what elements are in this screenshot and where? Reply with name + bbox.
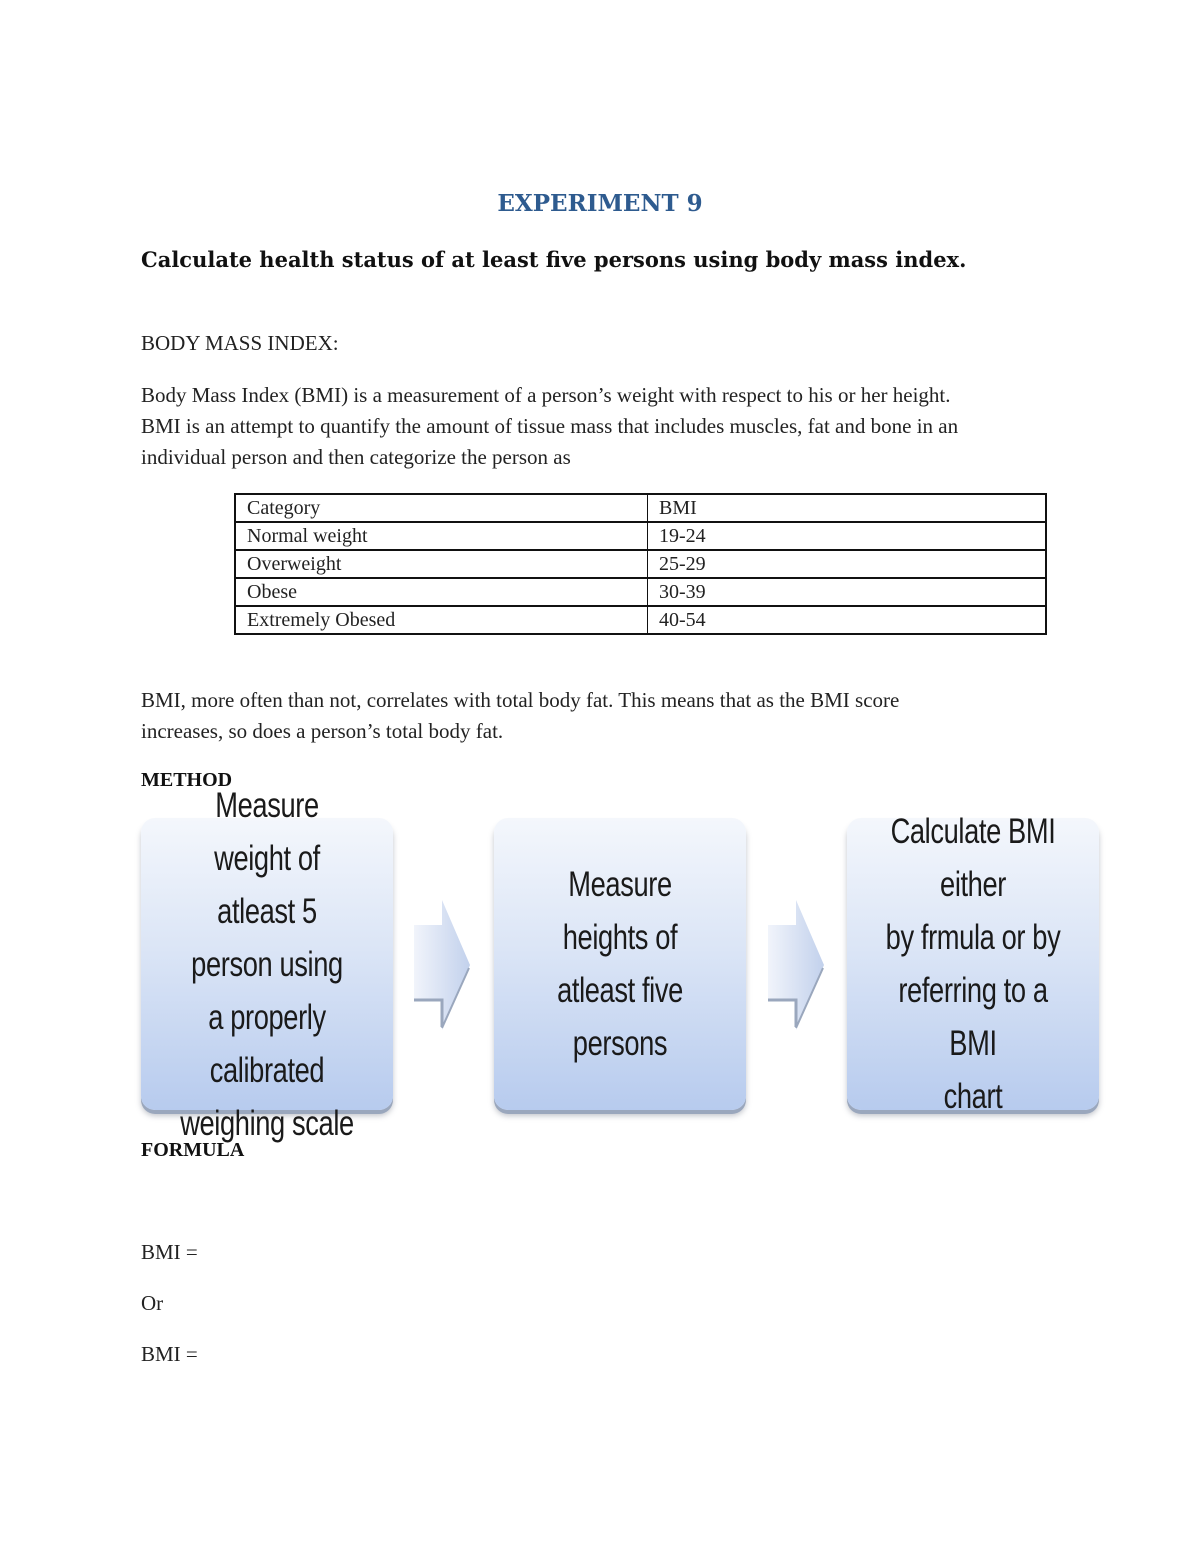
table-row <box>235 578 1046 606</box>
step-line: atleast five persons <box>557 971 683 1063</box>
step-line: by frmula or by <box>885 918 1061 957</box>
table-row <box>235 550 1046 578</box>
table-row <box>235 522 1046 550</box>
flow-arrow-icon <box>768 900 828 1030</box>
table-cell: 40-54 <box>648 606 1047 634</box>
experiment-aim: Calculate health status of at least five persons using body mass index. <box>141 247 967 272</box>
formula-line: Or <box>141 1291 164 1315</box>
step-line: referring to a BMI <box>898 971 1048 1063</box>
table-cell: Extremely Obesed <box>235 606 648 634</box>
table-row <box>235 606 1046 634</box>
table-header-row <box>235 494 1046 522</box>
intro-paragraph <box>141 380 1081 473</box>
intro-line: Body Mass Index (BMI) is a measurement of a person’s weight with respect to his or her height. <box>141 383 951 407</box>
method-step-2-text <box>528 858 712 1070</box>
experiment-title: EXPERIMENT 9 <box>497 190 703 217</box>
table-cell: 25-29 <box>648 550 1047 578</box>
table-cell: Normal weight <box>235 522 648 550</box>
method-step-1-box <box>141 785 393 1143</box>
bmi-section-label: BODY MASS INDEX: <box>141 331 339 355</box>
step-line: a properly calibrated <box>208 997 326 1090</box>
step-line: chart <box>943 1077 1003 1116</box>
table-header-cell: Category <box>235 494 648 522</box>
correlation-paragraph <box>141 685 1081 747</box>
table-cell: Obese <box>235 578 648 606</box>
table-header-cell: BMI <box>648 494 1047 522</box>
step-line: Measure heights of <box>562 865 678 957</box>
step-line: Measure weight of <box>214 785 320 878</box>
table-cell: 19-24 <box>648 522 1047 550</box>
intro-line: individual person and then categorize the person as <box>141 445 571 469</box>
method-step-3-text <box>881 805 1065 1123</box>
table-cell: Overweight <box>235 550 648 578</box>
flow-arrow-icon <box>414 900 474 1030</box>
intro-line: BMI is an attempt to quantify the amount of tissue mass that includes muscles, fat and bone in an <box>141 414 959 438</box>
method-step-1-text <box>175 779 359 1150</box>
step-line: Calculate BMI either <box>890 812 1056 904</box>
formula-line: BMI = <box>141 1342 198 1366</box>
formula-heading: FORMULA <box>141 1139 245 1161</box>
method-heading: METHOD <box>141 769 233 791</box>
correlation-line: BMI, more often than not, correlates with total body fat. This means that as the BMI score <box>141 688 900 712</box>
correlation-line: increases, so does a person’s total body fat. <box>141 719 504 743</box>
step-line: atleast 5 person using <box>191 891 343 984</box>
method-step-2-box <box>494 818 746 1110</box>
table-cell: 30-39 <box>648 578 1047 606</box>
bmi-category-table <box>234 493 1047 635</box>
method-step-3-box <box>847 812 1099 1116</box>
step-line: weighing scale <box>180 1103 354 1143</box>
formula-line: BMI = <box>141 1240 198 1264</box>
